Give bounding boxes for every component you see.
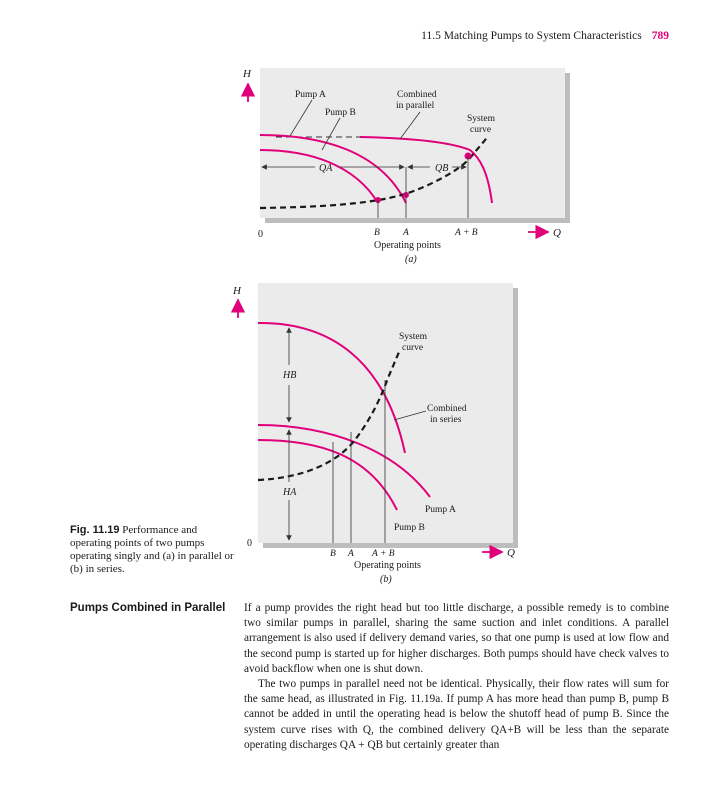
combined-label-1: Combined [427,404,467,414]
caption-label: Fig. 11.19 [70,524,120,536]
body-text [244,601,669,753]
origin-label: 0 [258,229,263,240]
tick-a: A [348,549,354,559]
header-title: 11.5 Matching Pumps to System Characteristics [421,30,642,42]
tick-ab: A + B [455,228,478,238]
panel-background [258,283,513,543]
tick-a: A [403,228,409,238]
figure-a-parallel [0,0,705,280]
panel-b-label: (b) [380,574,392,585]
system-label-2: curve [402,343,424,353]
operating-points-label: Operating points [374,240,441,251]
page-number: 789 [651,30,669,42]
system-label-2: curve [470,125,492,135]
q-axis-label: Q [507,547,515,559]
pump-b-label: Pump B [394,523,425,533]
pump-a-label: Pump A [425,505,456,515]
hb-label: HB [283,370,297,381]
system-label-1: System [467,114,495,124]
panel-a-label: (a) [405,254,417,265]
origin-label: 0 [247,538,252,549]
tick-b: B [330,549,336,559]
operating-points-label: Operating points [354,560,421,571]
h-axis-label: H [233,285,241,297]
system-label-1: System [399,332,427,342]
pump-b-label: Pump B [325,108,356,118]
paragraph-2: The two pumps in parallel need not be identical. Physically, their flow rates will sum for the same head, as illustrated in Fig. 11.19a. If pump A has more head than pump B, pump B cannot be added in until the operating head is below the shutoff head of pump B. Since the system curve rises with Q, the combined delivery QA+B will be less than the separate operating discharges QA + QB but certainly greater than [244,678,669,751]
q-axis-label: Q [553,227,561,239]
caption-text: Performance and operating points of two pumps operating singly and (a) in parallel or (b) in series. [70,524,234,575]
tick-b: B [374,228,380,238]
paragraph-1: If a pump provides the right head but too little discharge, a possible remedy is to combine two similar pumps in parallel, sharing the same suction and inlet conditions. A parallel arrangement is also used if delivery demand varies, so that one pump is used at low flow and the second pump is started up for higher discharges. Both pumps should have check valves to avoid backflow when one is shut down. [244,602,669,675]
qb-label: QB [435,163,449,174]
pump-a-label: Pump A [295,90,326,100]
h-axis-label: H [243,68,251,80]
qa-label: QA [319,163,333,174]
section-title: Pumps Combined in Parallel [70,602,226,614]
combined-label-2: in series [430,415,462,425]
ha-label: HA [283,487,297,498]
tick-ab: A + B [372,549,395,559]
figure-caption [70,524,240,576]
combined-label-2: in parallel [396,101,435,111]
combined-label-1: Combined [397,90,437,100]
